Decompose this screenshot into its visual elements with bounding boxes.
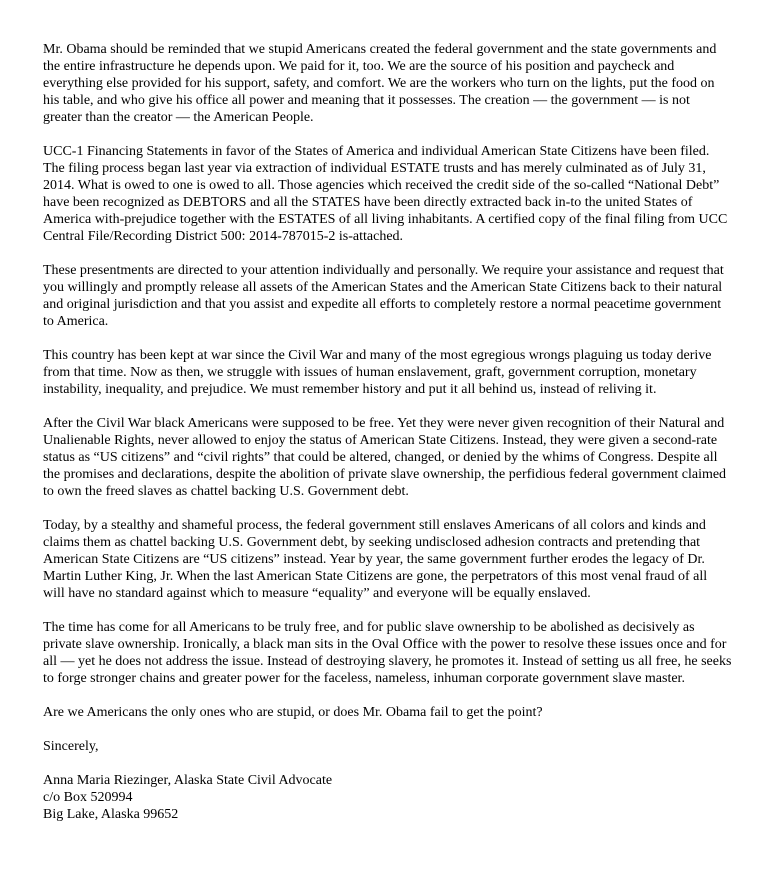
letter-paragraph-2: UCC-1 Financing Statements in favor of the States of America and individual American State Citizens have been filed. The filing process began last year via extraction of individual ESTATE trusts and has merely culminated as of July 31, 2014. What is owed to one is owed to all. Those agencies which received the credit side of the so-called “National Debt” have been recognized as DEBTORS and all the STATES have been directly extracted back in-to the united States of America with-prejudice together with the ESTATES of all living inhabitants. A certified copy of the final filing from UCC Central File/Recording District 500: 2014-787015-2 is-attached.: [43, 144, 728, 244]
signature-name: Anna Maria Riezinger, Alaska State Civil Advocate: [43, 773, 333, 788]
letter-paragraph-3: These presentments are directed to your attention individually and personally. We require your assistance and request that you willingly and promptly release all assets of the American States and the American State Citizens back to their natural and original jurisdiction and that you assist and expedite all efforts to completely restore a normal peacetime government to America.: [43, 263, 724, 329]
letter-paragraph-1: Mr. Obama should be reminded that we stupid Americans created the federal government and the state governments and the entire infrastructure he depends upon. We paid for it, too. We are the source of his position and paycheck and everything else provided for his support, safety, and comfort. We are the workers who turn on the lights, put the food on his table, and who give his office all power and meaning that it possesses. The creation — the government — is not greater than the creator — the American People.: [43, 42, 717, 125]
letter-paragraph-7: The time has come for all Americans to be truly free, and for public slave ownership to be abolished as decisively as private slave ownership. Ironically, a black man sits in the Oval Office with the power to resolve these issues once and for all — yet he does not address the issue. Instead of destroying slavery, he promotes it. Instead of setting us all free, he seeks to forge stronger chains and greater power for the faceless, nameless, inhuman corporate government slave master.: [43, 620, 732, 686]
letter-paragraph-8: Are we Americans the only ones who are stupid, or does Mr. Obama fail to get the point?: [43, 705, 543, 720]
letter-paragraph-5: After the Civil War black Americans were supposed to be free. Yet they were never given recognition of their Natural and Unalienable Rights, never allowed to enjoy the status of American State Citizens. Instead, they were given a second-rate status as “US citizens” and “civil rights” that could be altered, changed, or denied by the whims of Congress. Despite all the promises and declarations, despite the abolition of private slave ownership, the perfidious federal government claimed to own the freed slaves as chattel backing U.S. Government debt.: [43, 416, 727, 499]
signature-address-line1: c/o Box 520994: [43, 790, 133, 805]
signature-block: [43, 772, 732, 823]
letter-closing: Sincerely,: [43, 739, 99, 754]
letter-paragraph-4: This country has been kept at war since the Civil War and many of the most egregious wrongs plaguing us today derive from that time. Now as then, we struggle with issues of human enslavement, graft, government corruption, monetary instability, inequality, and prejudice. We must remember history and put it all behind us, instead of reliving it.: [43, 348, 712, 397]
signature-address-line2: Big Lake, Alaska 99652: [43, 807, 179, 822]
letter-body: [43, 41, 732, 823]
letter-paragraph-6: Today, by a stealthy and shameful process, the federal government still enslaves Americans of all colors and kinds and claims them as chattel backing U.S. Government debt, by seeking undisclosed adhesion contracts and pretending that American State Citizens are “US citizens” instead. Year by year, the same government further erodes the legacy of Dr. Martin Luther King, Jr. When the last American State Citizens are gone, the perpetrators of this most venal fraud of all will have no standard against which to measure “equality” and everyone will be equally enslaved.: [43, 518, 708, 601]
